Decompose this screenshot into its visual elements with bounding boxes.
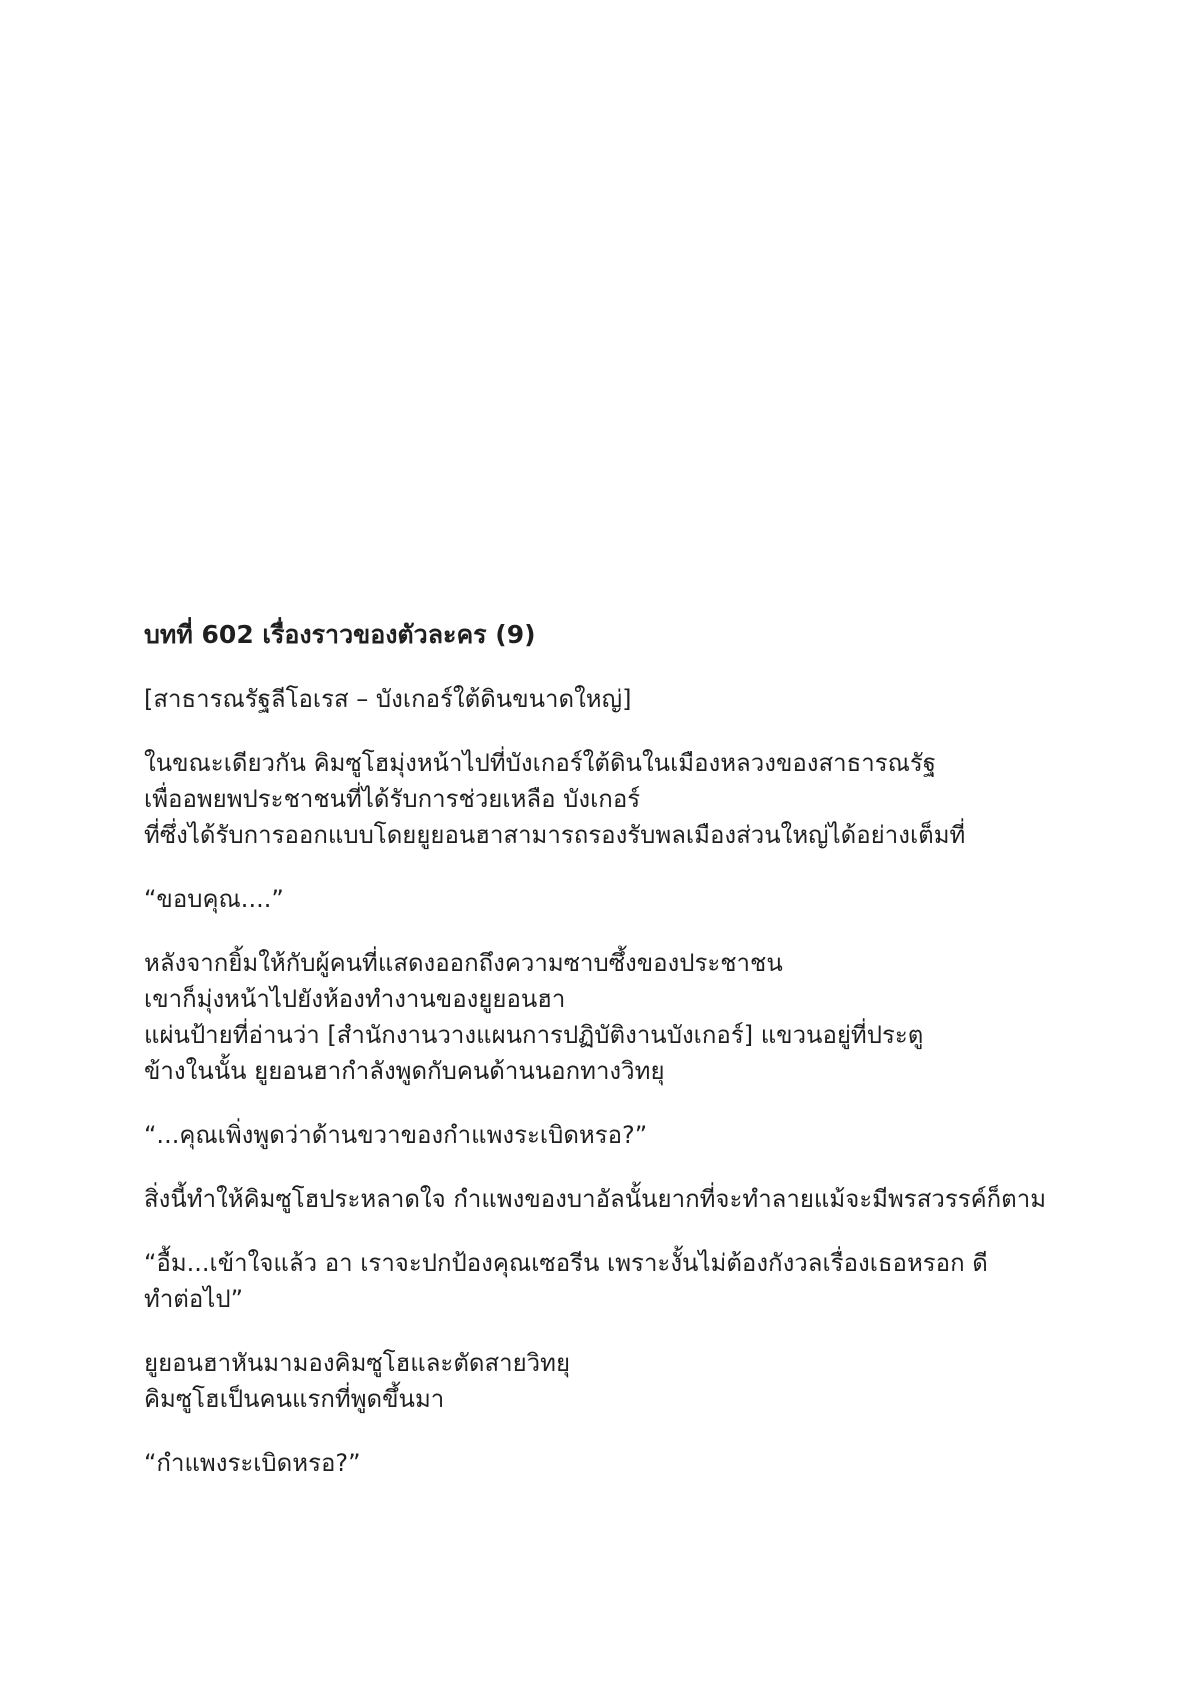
paragraph-location-heading	[144, 681, 1054, 717]
paragraph-line: ยูยอนฮาหันมามองคิมซูโฮและตัดสายวิทยุ	[144, 1349, 571, 1377]
paragraph-line: ข้างในนั้น ยูยอนฮากำลังพูดกับคนด้านนอกทางวิทยุ	[144, 1057, 665, 1085]
paragraph-line: สิ่งนี้ทำให้คิมซูโฮประหลาดใจ กำแพงของบาอัลนั้นยากที่จะทำลายแม้จะมีพรสวรรค์ก็ตาม	[144, 1185, 1047, 1213]
paragraph-line: ที่ซึ่งได้รับการออกแบบโดยยูยอนฮาสามารถรองรับพลเมืองส่วนใหญ่ได้อย่างเต็มที่	[144, 821, 966, 849]
paragraph-office-arrival	[144, 945, 1054, 1089]
paragraph-line: หลังจากยิ้มให้กับผู้คนที่แสดงออกถึงความซาบซึ้งของประชาชน	[144, 949, 783, 977]
paragraph-line: แผ่นป้ายที่อ่านว่า [สำนักงานวางแผนการปฏิบัติงานบังเกอร์] แขวนอยู่ที่ประตู	[144, 1021, 924, 1049]
paragraph-dialogue-question	[144, 1445, 1054, 1481]
paragraph-line: ทำต่อไป”	[144, 1285, 244, 1313]
paragraph-dialogue-wall	[144, 1117, 1054, 1153]
chapter-body	[144, 617, 1054, 1509]
paragraph-line: เขาก็มุ่งหน้าไปยังห้องทำงานของยูยอนฮา	[144, 985, 566, 1013]
paragraph-surprise	[144, 1181, 1054, 1217]
paragraph-line: “ขอบคุณ....”	[144, 885, 284, 913]
paragraph-bunker-intro	[144, 745, 1054, 853]
paragraph-line: “อื้ม...เข้าใจแล้ว อา เราจะปกป้องคุณเซอรีน เพราะงั้นไม่ต้องกังวลเรื่องเธอหรอก ดี	[144, 1249, 988, 1277]
paragraph-line: เพื่ออพยพประชาชนที่ได้รับการช่วยเหลือ บังเกอร์	[144, 785, 641, 813]
paragraph-radio-cut	[144, 1345, 1054, 1417]
paragraph-line: “...คุณเพิ่งพูดว่าด้านขวาของกำแพงระเบิดหรอ?”	[144, 1121, 648, 1149]
chapter-title: บทที่ 602 เรื่องราวของตัวละคร (9)	[144, 620, 536, 649]
paragraph-line: [สาธารณรัฐลีโอเรส – บังเกอร์ใต้ดินขนาดใหญ่]	[144, 685, 632, 713]
paragraph-dialogue-thanks	[144, 881, 1054, 917]
paragraph-line: “กำแพงระเบิดหรอ?”	[144, 1449, 361, 1477]
paragraph-line: คิมซูโฮเป็นคนแรกที่พูดขึ้นมา	[144, 1385, 445, 1413]
paragraph-line: ในขณะเดียวกัน คิมซูโฮมุ่งหน้าไปที่บังเกอร์ใต้ดินในเมืองหลวงของสาธารณรัฐ	[144, 749, 937, 777]
paragraph-dialogue-understood	[144, 1245, 1054, 1317]
